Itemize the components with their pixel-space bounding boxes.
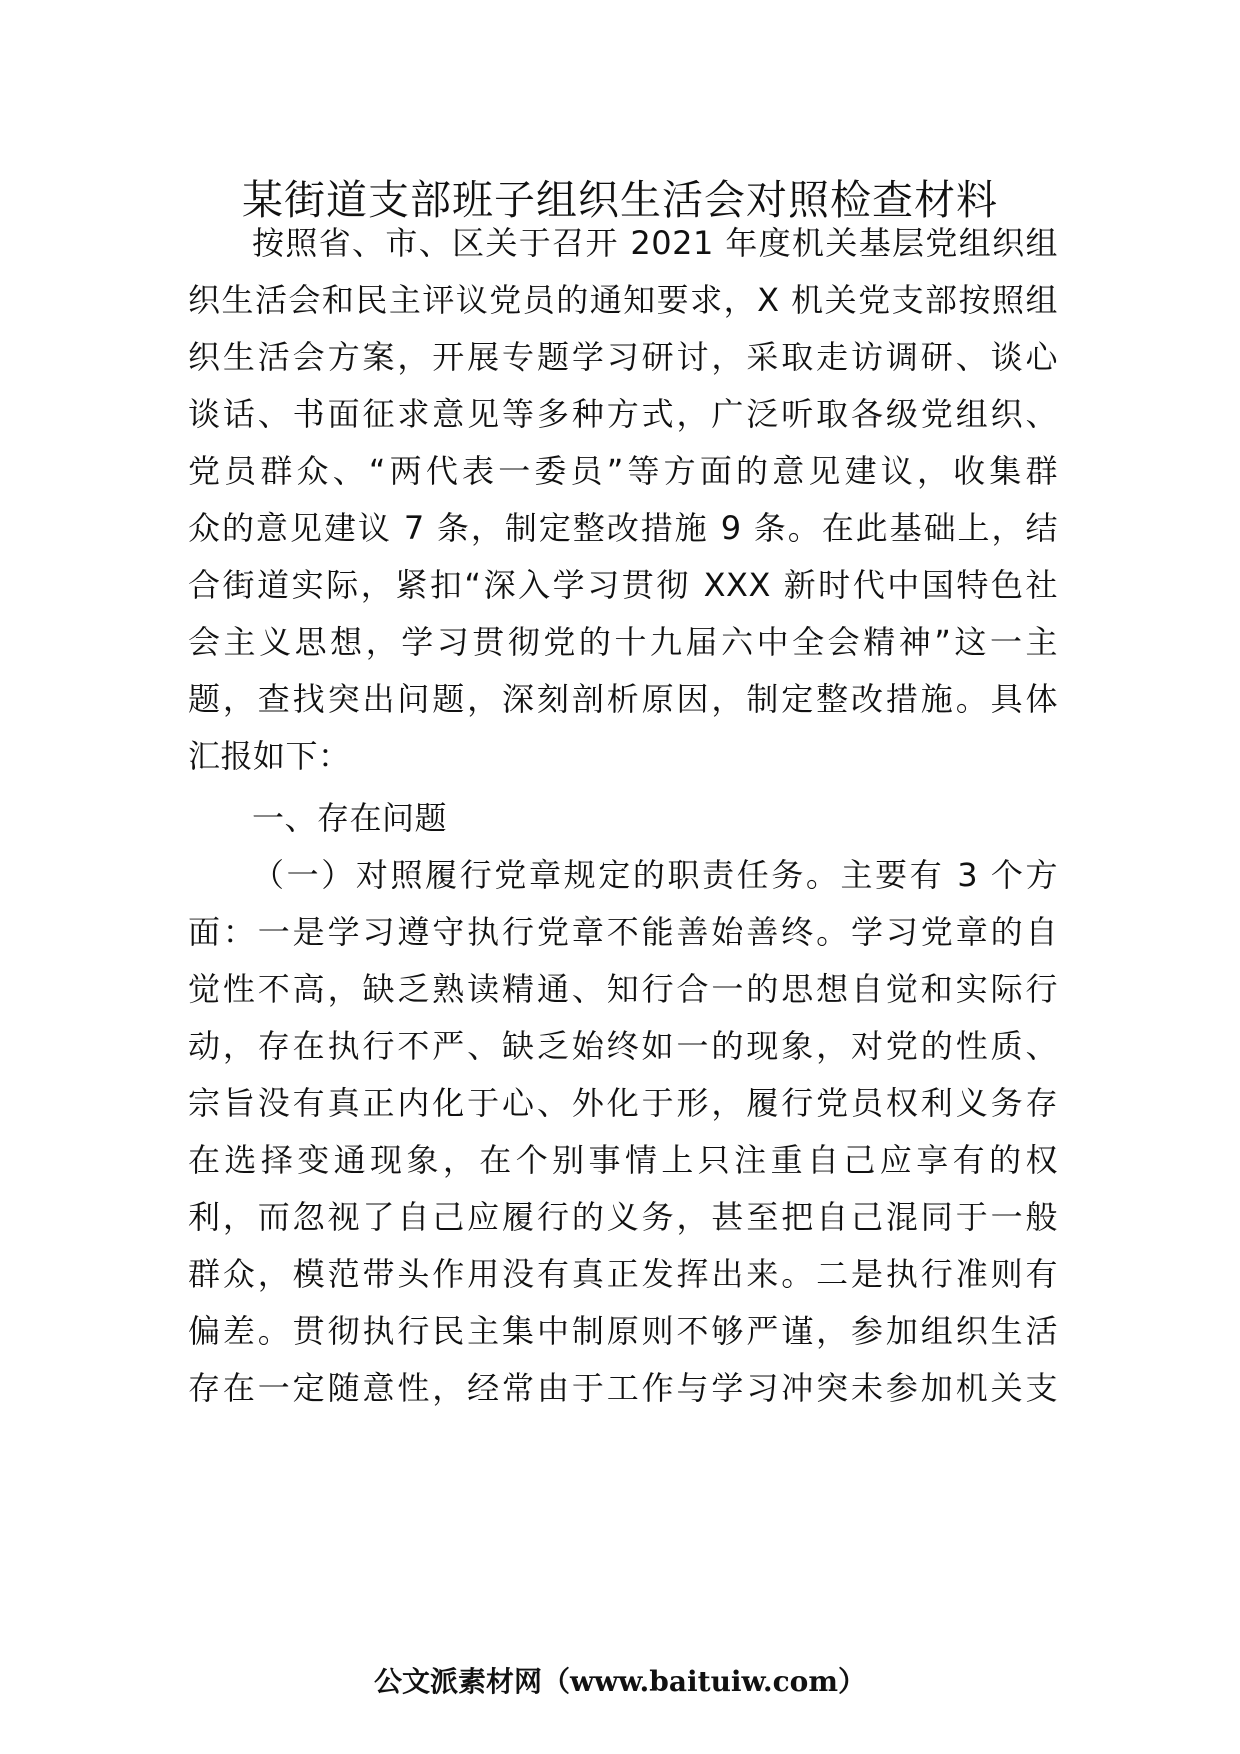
paragraph-line: 群众，模范带头作用没有真正发挥出来。二是执行准则有 — [188, 1255, 1058, 1293]
paragraph-line: 觉性不高，缺乏熟读精通、知行合一的思想自觉和实际行 — [188, 970, 1058, 1008]
section-heading: 一、存在问题 — [252, 799, 448, 837]
paragraph-line: （一）对照履行党章规定的职责任务。主要有 3 个方 — [252, 856, 1058, 894]
paragraph-line: 会主义思想，学习贯彻党的十九届六中全会精神”这一主 — [188, 623, 1058, 661]
paragraph-line: 合街道实际，紧扣“深入学习贯彻 XXX 新时代中国特色社 — [188, 566, 1058, 604]
paragraph-line: 织生活会方案，开展专题学习研讨，采取走访调研、谈心 — [188, 338, 1058, 376]
paragraph-line: 汇报如下： — [188, 737, 351, 775]
paragraph-line: 织生活会和民主评议党员的通知要求，X 机关党支部按照组 — [188, 281, 1058, 319]
paragraph-line: 谈话、书面征求意见等多种方式，广泛听取各级党组织、 — [188, 395, 1058, 433]
paragraph-line: 党员群众、“两代表一委员”等方面的意见建议，收集群 — [188, 452, 1058, 490]
document-title: 某街道支部班子组织生活会对照检查材料 — [242, 176, 998, 224]
footer-watermark-text: 公文派素材网（www.baituiw.com） — [374, 1665, 866, 1698]
paragraph-line: 宗旨没有真正内化于心、外化于形，履行党员权利义务存 — [188, 1084, 1058, 1122]
paragraph-line: 众的意见建议 7 条，制定整改措施 9 条。在此基础上，结 — [188, 509, 1058, 547]
paragraph-line: 动，存在执行不严、缺乏始终如一的现象，对党的性质、 — [188, 1027, 1058, 1065]
paragraph-line: 按照省、市、区关于召开 2021 年度机关基层党组织组 — [252, 224, 1058, 262]
paragraph-line: 存在一定随意性，经常由于工作与学习冲突未参加机关支 — [188, 1369, 1058, 1407]
paragraph-line: 在选择变通现象，在个别事情上只注重自己应享有的权 — [188, 1141, 1058, 1179]
paragraph-line: 偏差。贯彻执行民主集中制原则不够严谨，参加组织生活 — [188, 1312, 1058, 1350]
paragraph-line: 面：一是学习遵守执行党章不能善始善终。学习党章的自 — [188, 913, 1058, 951]
paragraph-line: 题，查找突出问题，深刻剖析原因，制定整改措施。具体 — [188, 680, 1058, 718]
paragraph-line: 利，而忽视了自己应履行的义务，甚至把自己混同于一般 — [188, 1198, 1058, 1236]
